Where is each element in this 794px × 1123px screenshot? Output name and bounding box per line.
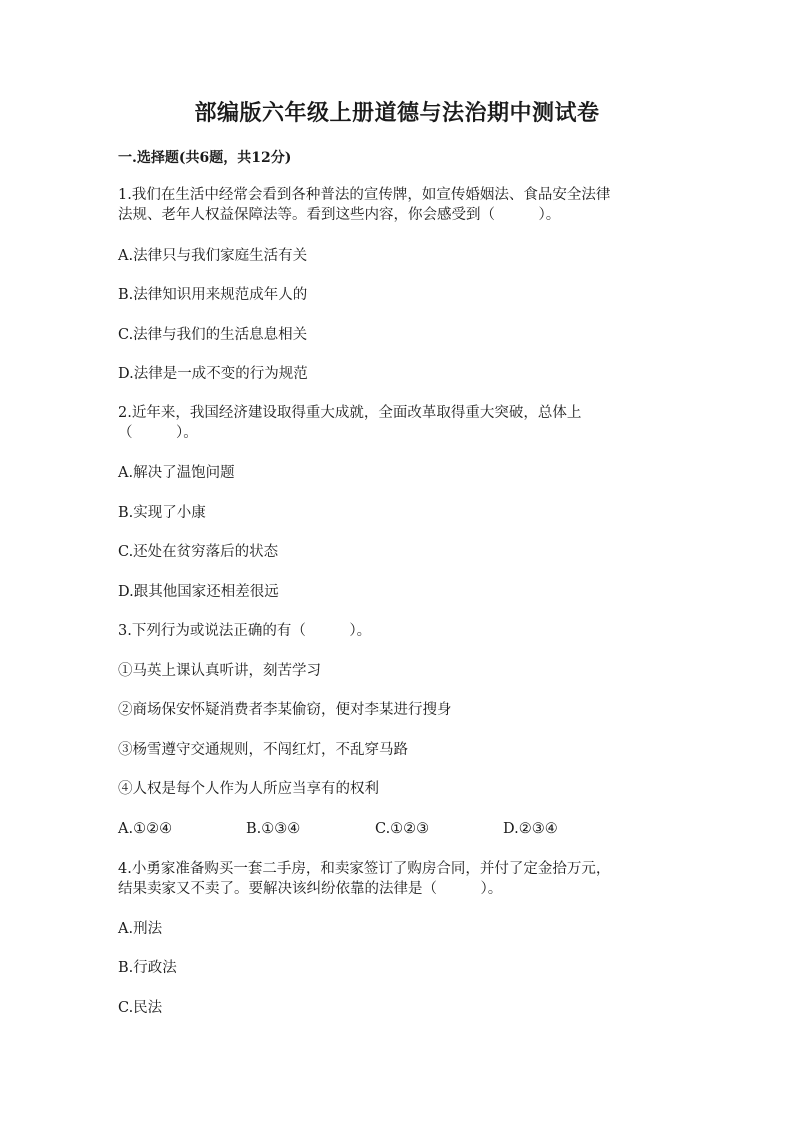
q3-option-c: C.①②③ (375, 821, 430, 837)
q3-statement-4: ④人权是每个人作为人所应当享有的权利 (118, 781, 379, 797)
q4-option-b: B.行政法 (118, 960, 177, 976)
q2-option-a: A.解决了温饱问题 (118, 465, 235, 481)
q4-option-a: A.刑法 (118, 921, 163, 937)
q2-stem-line2: （ ）。 (118, 425, 198, 441)
q3-statement-3: ③杨雪遵守交通规则，不闯红灯，不乱穿马路 (118, 742, 408, 758)
q3-stem: 3.下列行为或说法正确的有（ ）。 (118, 623, 372, 639)
q4-option-c: C.民法 (118, 1000, 163, 1016)
section-heading: 一.选择题(共6题，共12分) (118, 150, 292, 166)
q3-statement-2: ②商场保安怀疑消费者李某偷窃，便对李某进行搜身 (118, 702, 452, 718)
q1-option-c: C.法律与我们的生活息息相关 (118, 327, 308, 343)
q3-option-d: D.②③④ (503, 821, 558, 837)
q2-stem-line1: 2.近年来，我国经济建设取得重大成就，全面改革取得重大突破，总体上 (118, 405, 582, 421)
q3-statement-1: ①马英上课认真听讲，刻苦学习 (118, 663, 321, 679)
q2-option-c: C.还处在贫穷落后的状态 (118, 544, 279, 560)
q2-option-d: D.跟其他国家还相差很远 (118, 584, 279, 600)
page-title: 部编版六年级上册道德与法治期中测试卷 (194, 100, 600, 126)
q3-option-a: A.①②④ (118, 821, 173, 837)
q1-option-d: D.法律是一成不变的行为规范 (118, 366, 308, 382)
q1-option-a: A.法律只与我们家庭生活有关 (118, 248, 308, 264)
q4-stem-line1: 4.小勇家准备购买一套二手房，和卖家签订了购房合同，并付了定金拾万元， (118, 861, 611, 877)
q1-stem-line2: 法规、老年人权益保障法等。看到这些内容，你会感受到（ ）。 (118, 207, 561, 223)
q1-option-b: B.法律知识用来规范成年人的 (118, 287, 308, 303)
q4-stem-line2: 结果卖家又不卖了。要解决该纠纷依靠的法律是（ ）。 (118, 881, 503, 897)
q1-stem-line1: 1.我们在生活中经常会看到各种普法的宣传牌，如宣传婚姻法、食品安全法律 (118, 187, 611, 203)
q2-option-b: B.实现了小康 (118, 505, 206, 521)
q3-option-b: B.①③④ (246, 821, 301, 837)
